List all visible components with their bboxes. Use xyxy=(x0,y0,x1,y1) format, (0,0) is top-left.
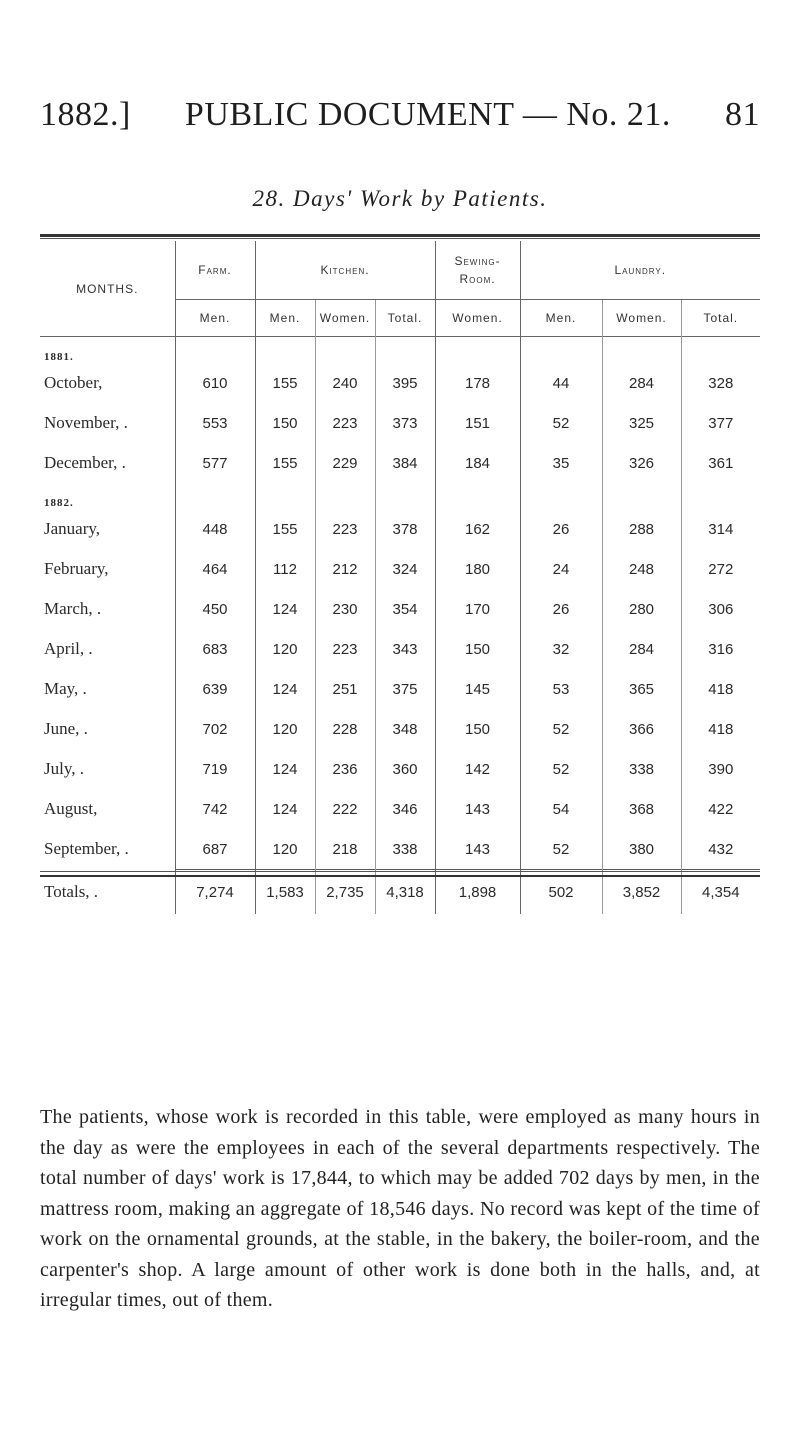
kitchen-total-cell: 360 xyxy=(375,749,435,789)
kitchen-total-cell: 378 xyxy=(375,509,435,549)
month-cell: December, . xyxy=(44,453,126,472)
farm-heading: Farm. xyxy=(175,241,255,300)
kitchen-total-cell: 346 xyxy=(375,789,435,829)
months-heading: MONTHS. xyxy=(76,281,139,296)
kitchen-women-total: 2,735 xyxy=(315,870,375,915)
kitchen-men-cell: 155 xyxy=(255,443,315,483)
laundry-women-cell: 280 xyxy=(602,589,681,629)
kitchen-men-cell: 150 xyxy=(255,403,315,443)
laundry-total-cell: 418 xyxy=(681,669,760,709)
table-bottom-rule-thin xyxy=(40,871,760,872)
kitchen-women-cell: 229 xyxy=(315,443,375,483)
farm-men-cell: 610 xyxy=(175,363,255,403)
sewing-women-cell: 151 xyxy=(435,403,520,443)
kitchen-men-cell: 120 xyxy=(255,709,315,749)
kitchen-total-cell: 324 xyxy=(375,549,435,589)
laundry-women-cell: 284 xyxy=(602,363,681,403)
laundry-men-cell: 35 xyxy=(520,443,602,483)
laundry-women-cell: 380 xyxy=(602,829,681,870)
laundry-men-cell: 52 xyxy=(520,749,602,789)
laundry-total-heading: Total. xyxy=(681,300,760,337)
kitchen-total-cell: 373 xyxy=(375,403,435,443)
laundry-women-cell: 365 xyxy=(602,669,681,709)
kitchen-total-cell: 354 xyxy=(375,589,435,629)
kitchen-men-heading: Men. xyxy=(255,300,315,337)
table-row xyxy=(40,549,760,589)
laundry-men-heading: Men. xyxy=(520,300,602,337)
days-work-table xyxy=(40,241,760,914)
kitchen-women-cell: 230 xyxy=(315,589,375,629)
sewing-room-heading: Sewing-Room. xyxy=(435,241,520,300)
kitchen-men-cell: 155 xyxy=(255,509,315,549)
laundry-total-cell: 314 xyxy=(681,509,760,549)
farm-men-cell: 742 xyxy=(175,789,255,829)
kitchen-women-cell: 223 xyxy=(315,629,375,669)
kitchen-men-cell: 124 xyxy=(255,669,315,709)
totals-label: Totals, . xyxy=(44,881,99,901)
table-row xyxy=(40,629,760,669)
sewing-women-cell: 150 xyxy=(435,709,520,749)
laundry-men-cell: 32 xyxy=(520,629,602,669)
laundry-total-cell: 418 xyxy=(681,709,760,749)
laundry-women-cell: 325 xyxy=(602,403,681,443)
kitchen-total-cell: 343 xyxy=(375,629,435,669)
laundry-women-cell: 248 xyxy=(602,549,681,589)
laundry-total-cell: 390 xyxy=(681,749,760,789)
kitchen-total-total: 4,318 xyxy=(375,870,435,915)
kitchen-total-heading: Total. xyxy=(375,300,435,337)
table-title: 28. Days' Work by Patients. xyxy=(252,186,548,211)
sewing-women-cell: 184 xyxy=(435,443,520,483)
farm-men-cell: 577 xyxy=(175,443,255,483)
sewing-women-total: 1,898 xyxy=(435,870,520,915)
table-row xyxy=(40,363,760,403)
sewing-women-cell: 145 xyxy=(435,669,520,709)
kitchen-men-cell: 155 xyxy=(255,363,315,403)
sewing-women-heading: Women. xyxy=(435,300,520,337)
year-row xyxy=(40,483,760,509)
sewing-women-cell: 162 xyxy=(435,509,520,549)
farm-men-total: 7,274 xyxy=(175,870,255,915)
kitchen-men-cell: 124 xyxy=(255,789,315,829)
kitchen-women-cell: 236 xyxy=(315,749,375,789)
laundry-women-cell: 288 xyxy=(602,509,681,549)
laundry-total-cell: 361 xyxy=(681,443,760,483)
table-row xyxy=(40,669,760,709)
kitchen-men-cell: 120 xyxy=(255,829,315,870)
farm-men-heading: Men. xyxy=(175,300,255,337)
header-year: 1882.] xyxy=(40,96,131,133)
table-top-rule xyxy=(40,234,760,237)
laundry-men-cell: 26 xyxy=(520,589,602,629)
kitchen-total-cell: 348 xyxy=(375,709,435,749)
kitchen-total-cell: 395 xyxy=(375,363,435,403)
month-cell: November, . xyxy=(44,413,128,432)
laundry-women-cell: 366 xyxy=(602,709,681,749)
month-cell: May, . xyxy=(44,679,87,698)
sewing-women-cell: 170 xyxy=(435,589,520,629)
laundry-women-cell: 326 xyxy=(602,443,681,483)
laundry-men-total: 502 xyxy=(520,870,602,915)
laundry-total-cell: 306 xyxy=(681,589,760,629)
kitchen-men-cell: 120 xyxy=(255,629,315,669)
laundry-women-cell: 368 xyxy=(602,789,681,829)
laundry-women-cell: 284 xyxy=(602,629,681,669)
table-top-rule-thin xyxy=(40,238,760,239)
body-paragraph: The patients, whose work is recorded in this table, were employed as many hours in the day as were the employees in each of the several departments respectively. The total number of days' work is 17,844, to which may be added 702 days by men, in the mattress room, making an aggregate of 18,546 days. No record was kept of the time of work on the ornamental grounds, at the stable, in the bakery, the boiler-room, and the carpenter's shop. A large amount of other work is done both in the halls, and, at irregular times, out of them. xyxy=(40,1106,760,1311)
table-row xyxy=(40,709,760,749)
laundry-total-cell: 328 xyxy=(681,363,760,403)
laundry-men-cell: 26 xyxy=(520,509,602,549)
month-cell: June, . xyxy=(44,719,88,738)
month-cell: August, xyxy=(44,799,98,818)
laundry-total-cell: 316 xyxy=(681,629,760,669)
laundry-women-cell: 338 xyxy=(602,749,681,789)
laundry-men-cell: 53 xyxy=(520,669,602,709)
header-document: PUBLIC DOCUMENT — No. 21. xyxy=(184,96,671,133)
laundry-women-heading: Women. xyxy=(602,300,681,337)
month-cell: February, xyxy=(44,559,109,578)
month-cell: October, xyxy=(44,373,103,392)
kitchen-women-heading: Women. xyxy=(315,300,375,337)
sewing-women-cell: 178 xyxy=(435,363,520,403)
laundry-total-cell: 272 xyxy=(681,549,760,589)
table-row xyxy=(40,749,760,789)
month-cell: September, . xyxy=(44,839,129,859)
kitchen-women-cell: 240 xyxy=(315,363,375,403)
laundry-total-cell: 422 xyxy=(681,789,760,829)
kitchen-women-cell: 228 xyxy=(315,709,375,749)
month-cell: January, xyxy=(44,519,101,538)
laundry-men-cell: 54 xyxy=(520,789,602,829)
sewing-women-cell: 150 xyxy=(435,629,520,669)
kitchen-women-cell: 222 xyxy=(315,789,375,829)
month-cell: March, . xyxy=(44,599,102,618)
table-row xyxy=(40,789,760,829)
laundry-women-total: 3,852 xyxy=(602,870,681,915)
laundry-total-total: 4,354 xyxy=(681,870,760,915)
farm-men-cell: 639 xyxy=(175,669,255,709)
table-bottom-rule xyxy=(40,875,760,877)
sewing-women-cell: 143 xyxy=(435,789,520,829)
month-cell: April, . xyxy=(44,639,93,658)
kitchen-women-cell: 218 xyxy=(315,829,375,870)
sewing-women-cell: 180 xyxy=(435,549,520,589)
kitchen-men-total: 1,583 xyxy=(255,870,315,915)
laundry-men-cell: 24 xyxy=(520,549,602,589)
farm-men-cell: 448 xyxy=(175,509,255,549)
laundry-men-cell: 52 xyxy=(520,709,602,749)
laundry-heading: Laundry. xyxy=(520,241,760,300)
year-label: 1881. xyxy=(40,337,175,364)
page-header xyxy=(40,96,760,134)
month-cell: July, . xyxy=(44,759,84,778)
year-row xyxy=(40,337,760,364)
kitchen-heading: Kitchen. xyxy=(255,241,435,300)
farm-men-cell: 450 xyxy=(175,589,255,629)
kitchen-women-cell: 223 xyxy=(315,509,375,549)
kitchen-men-cell: 112 xyxy=(255,549,315,589)
kitchen-total-cell: 338 xyxy=(375,829,435,870)
farm-men-cell: 702 xyxy=(175,709,255,749)
farm-men-cell: 553 xyxy=(175,403,255,443)
table-row xyxy=(40,443,760,483)
kitchen-women-cell: 251 xyxy=(315,669,375,709)
table-row xyxy=(40,509,760,549)
year-label: 1882. xyxy=(44,497,74,509)
page-number: 81 xyxy=(725,96,760,133)
table-row xyxy=(40,403,760,443)
kitchen-women-cell: 212 xyxy=(315,549,375,589)
farm-men-cell: 687 xyxy=(175,829,255,870)
laundry-total-cell: 377 xyxy=(681,403,760,443)
farm-men-cell: 719 xyxy=(175,749,255,789)
kitchen-women-cell: 223 xyxy=(315,403,375,443)
laundry-men-cell: 44 xyxy=(520,363,602,403)
sewing-women-cell: 142 xyxy=(435,749,520,789)
table-row xyxy=(40,829,760,870)
kitchen-total-cell: 384 xyxy=(375,443,435,483)
laundry-men-cell: 52 xyxy=(520,829,602,870)
kitchen-total-cell: 375 xyxy=(375,669,435,709)
farm-men-cell: 464 xyxy=(175,549,255,589)
table-row xyxy=(40,589,760,629)
laundry-total-cell: 432 xyxy=(681,829,760,870)
kitchen-men-cell: 124 xyxy=(255,749,315,789)
laundry-men-cell: 52 xyxy=(520,403,602,443)
sewing-women-cell: 143 xyxy=(435,829,520,870)
farm-men-cell: 683 xyxy=(175,629,255,669)
kitchen-men-cell: 124 xyxy=(255,589,315,629)
